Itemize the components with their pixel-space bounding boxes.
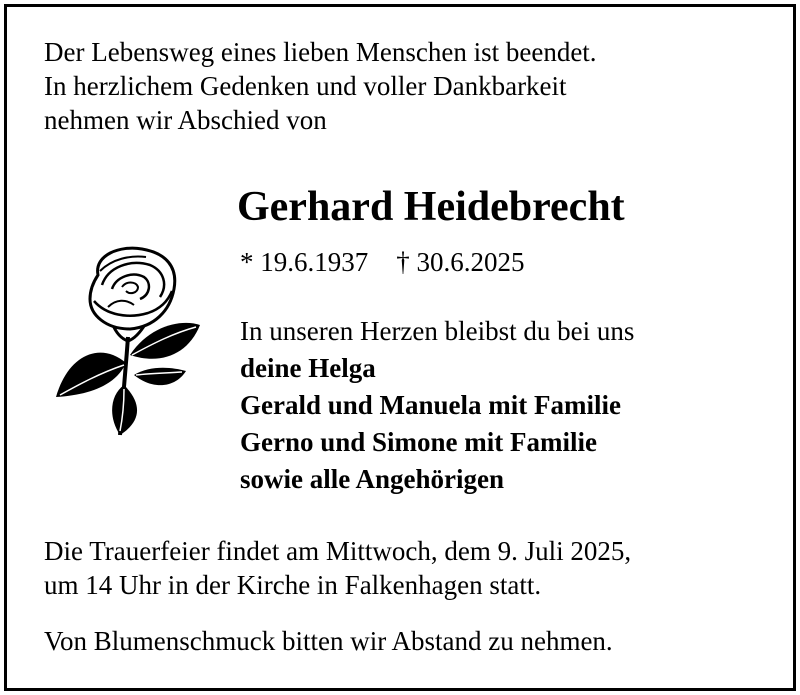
intro-line: In herzlichem Gedenken und voller Dankbarkeit [44,71,567,101]
ceremony-line: Die Trauerfeier findet am Mittwoch, dem 9. Juli 2025, [44,536,632,566]
flowers-note: Von Blumenschmuck bitten wir Abstand zu nehmen. [44,626,613,656]
intro-text [44,35,597,137]
life-dates [240,245,525,279]
ceremony-line: um 14 Uhr in der Kirche in Falkenhagen statt. [44,570,542,600]
intro-line: nehmen wir Abschied von [44,105,327,135]
mourner-name: sowie alle Angehörigen [240,464,504,494]
ceremony-info [44,534,631,602]
mourners-lead: In unseren Herzen bleibst du bei uns [240,316,635,346]
mourner-name: Gerno und Simone mit Familie [240,427,597,457]
intro-line: Der Lebensweg eines lieben Menschen ist beendet. [44,37,597,67]
mourner-name: Gerald und Manuela mit Familie [240,390,621,420]
rose-icon [50,245,206,437]
mourners-block [240,313,634,498]
deceased-name: Gerhard Heidebrecht [237,184,625,230]
death-date: † 30.6.2025 [396,247,525,277]
birth-date: * 19.6.1937 [240,247,369,277]
mourner-name: deine Helga [240,353,376,383]
